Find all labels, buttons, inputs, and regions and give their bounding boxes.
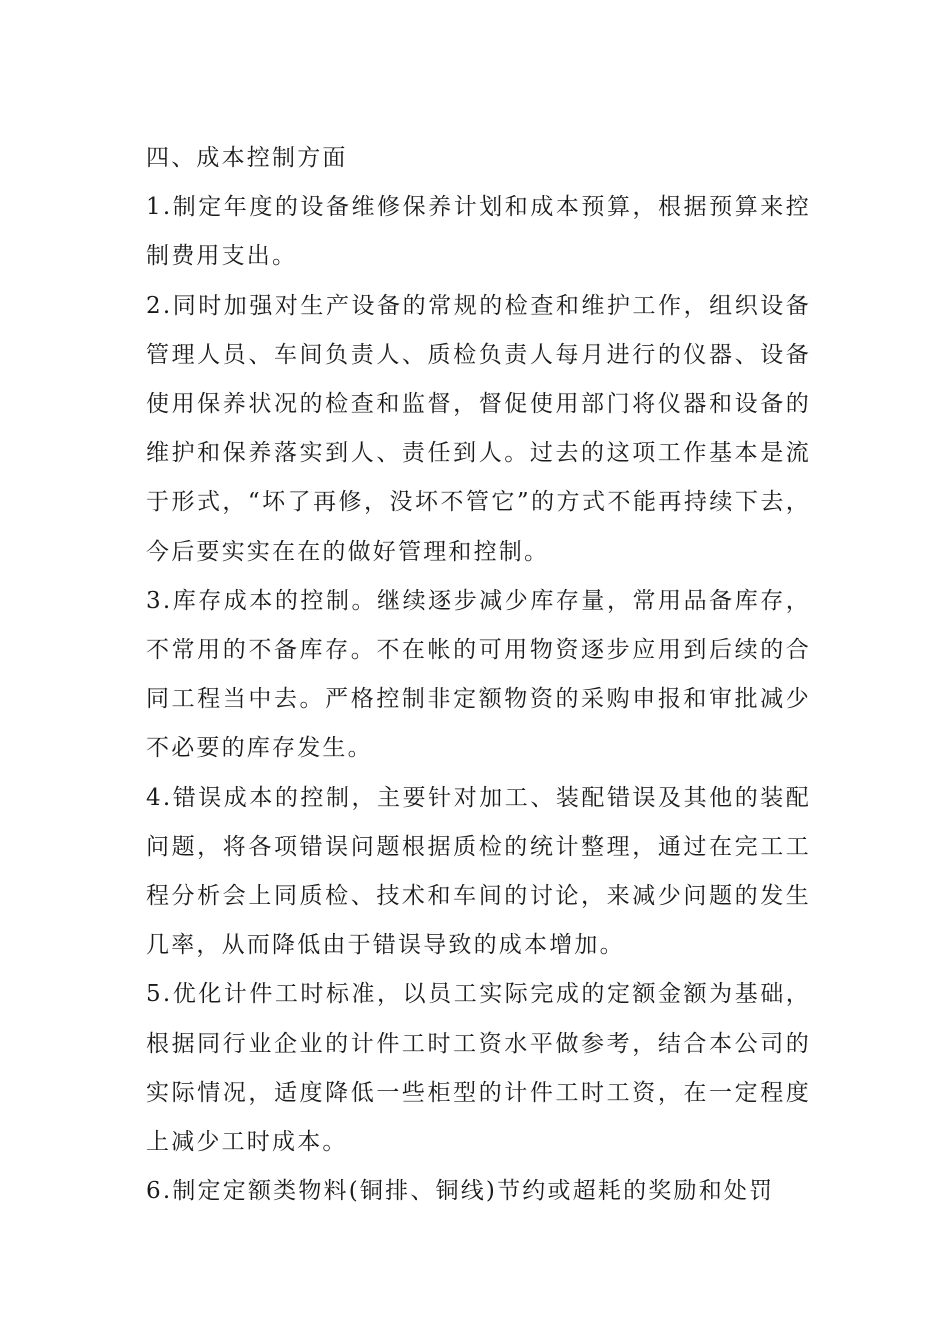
paragraph-item-6: 6.制定定额类物料(铜排、铜线)节约或超耗的奖励和处罚	[146, 1178, 775, 1205]
paragraph-item-1: 1.制定年度的设备维修保养计划和成本预算，根据预算来控制费用支出。	[146, 194, 811, 270]
paragraph-item-2: 2.同时加强对生产设备的常规的检查和维护工作，组织设备管理人员、车间负责人、质检负责人每月进行的仪器、设备使用保养状况的检查和监督，督促使用部门将仪器和设备的维护和保养落实到人、责任到人。过去的这项工作基本是流于形式，“坏了再修，没坏不管它”的方式不能再持续下去，今后要实实在在的做好管理和控制。	[146, 292, 811, 565]
paragraph-item-4: 4.错误成本的控制，主要针对加工、装配错误及其他的装配问题，将各项错误问题根据质检的统计整理，通过在完工工程分析会上同质检、技术和车间的讨论，来减少问题的发生几率，从而降低由于错误导致的成本增加。	[146, 784, 811, 959]
paragraph-item-3: 3.库存成本的控制。继续逐步减少库存量，常用品备库存，不常用的不备库存。不在帐的可用物资逐步应用到后续的合同工程当中去。严格控制非定额物资的采购申报和审批减少不必要的库存发生。	[146, 587, 811, 762]
paragraph-item-5: 5.优化计件工时标准，以员工实际完成的定额金额为基础，根据同行业企业的计件工时工资水平做参考，结合本公司的实际情况，适度降低一些柜型的计件工时工资，在一定程度上减少工时成本。	[146, 981, 811, 1156]
document-body	[146, 134, 811, 1216]
section-heading: 四、成本控制方面	[146, 145, 348, 171]
